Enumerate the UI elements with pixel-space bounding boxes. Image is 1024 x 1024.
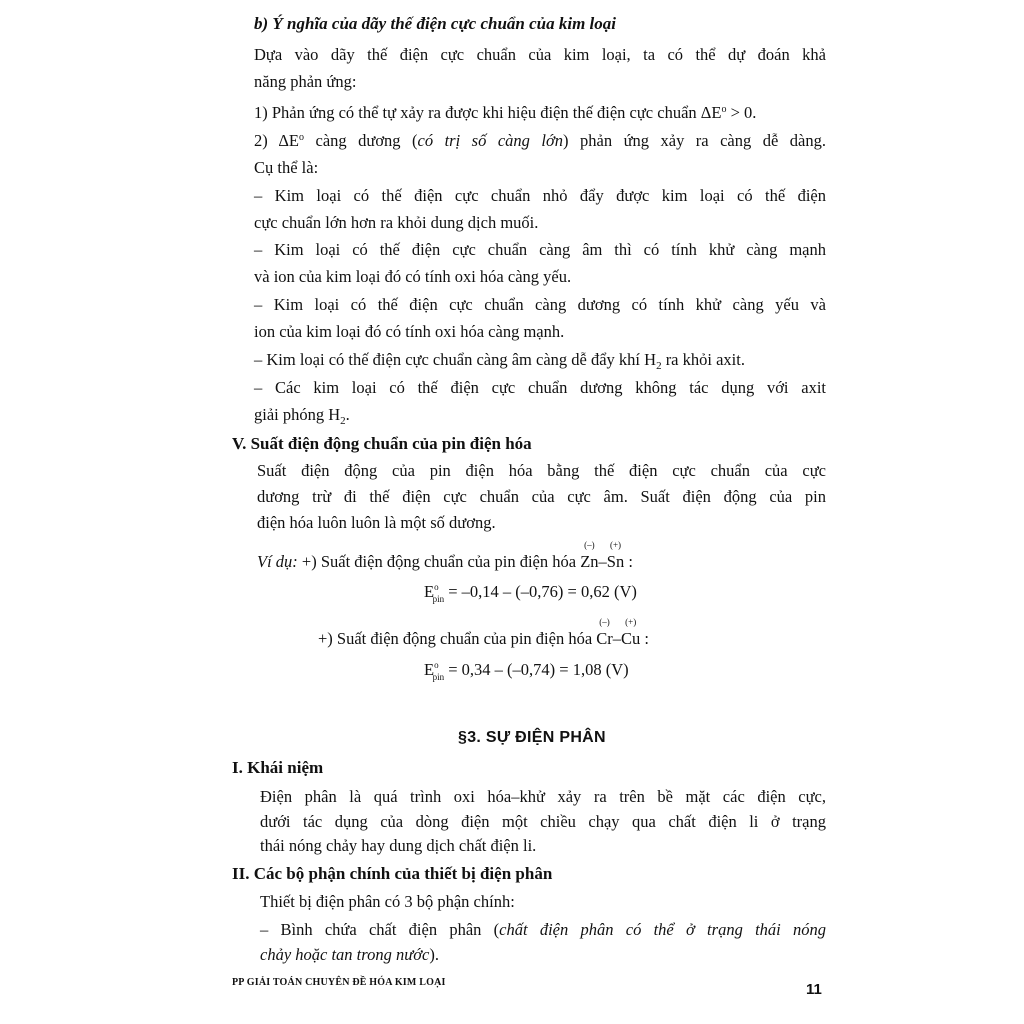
anode-cr: (–) Cr [596, 617, 613, 648]
example-1: Ví dụ: +) Suất điện động chuẩn của pin điện hóa (–) Zn– (+) Sn : [257, 540, 633, 571]
paragraph-line: năng phản ứng: [254, 72, 357, 91]
bullet-4: – Kim loại có thế điện cực chuẩn càng âm càng dễ đẩy khí $H_2$ ra khỏi axit. [254, 350, 745, 372]
cathode-sn: (+) Sn [606, 540, 625, 571]
paragraph-line: dương trừ đi thế điện cực chuẩn của cực âm. Suất điện động của pin [257, 487, 826, 506]
cathode-cu: (+) Cu [621, 617, 641, 648]
section-i-heading: I. Khái niệm [232, 758, 324, 777]
bullet-1: – Kim loại có thế điện cực chuẩn nhỏ đẩy được kim loại có thế điện [254, 186, 826, 205]
paragraph-line: thái nóng chảy hay dung dịch chất điện li. [260, 836, 537, 855]
equation-1: $E^o_{pin} = -0,14 - (-0,76) = 0,62$ (V) [424, 582, 637, 604]
paragraph-line: Thiết bị điện phân có 3 bộ phận chính: [260, 892, 515, 911]
list-item-2: 2) $\Delta E^o$ càng dương (có trị số càng lớn) phản ứng xảy ra càng dễ dàng. [254, 131, 826, 150]
page-number: 11 [806, 981, 822, 998]
footer-book-title: PP GIẢI TOÁN CHUYÊN ĐỀ HÓA KIM LOẠI [232, 977, 446, 988]
bullet-1-cont: chảy hoặc tan trong nước). [260, 945, 439, 964]
paragraph-line: điện hóa luôn luôn là một số dương. [257, 513, 496, 532]
section-v-heading: V. Suất điện động chuẩn của pin điện hóa [232, 434, 532, 453]
section-b-heading: b) Ý nghĩa của dãy thế điện cực chuẩn của kim loại [254, 14, 616, 33]
bullet-2-cont: và ion của kim loại đó có tính oxi hóa càng yếu. [254, 267, 572, 286]
bullet-2: – Kim loại có thế điện cực chuẩn càng âm thì có tính khử càng mạnh [254, 240, 826, 259]
anode-zn: (–) Zn [580, 540, 599, 571]
bullet-1-cont: cực chuẩn lớn hơn ra khỏi dung dịch muối. [254, 213, 539, 232]
section-ii-heading: II. Các bộ phận chính của thiết bị điện phân [232, 864, 553, 883]
paragraph-line: Suất điện động của pin điện hóa bằng thế điện cực chuẩn của cực [257, 461, 826, 480]
bullet-5: – Các kim loại có thế điện cực chuẩn dương không tác dụng với axit [254, 378, 826, 397]
paragraph-line: Cụ thể là: [254, 158, 319, 177]
paragraph-line: dưới tác dụng của dòng điện một chiều chạy qua chất điện li ở trạng [260, 812, 826, 831]
bullet-3: – Kim loại có thế điện cực chuẩn càng dương có tính khử càng yếu và [254, 295, 826, 314]
bullet-3-cont: ion của kim loại đó có tính oxi hóa càng mạnh. [254, 322, 565, 341]
bullet-5-cont: giải phóng $H_2$. [254, 405, 350, 427]
list-item-1: 1) Phản ứng có thể tự xảy ra được khi hiệu điện thế điện cực chuẩn $\Delta E^o > 0$. [254, 103, 757, 122]
example-2: +) Suất điện động chuẩn của pin điện hóa (–) Cr– (+) Cu : [318, 617, 650, 648]
paragraph-line: Điện phân là quá trình oxi hóa–khử xảy ra trên bề mặt các điện cực, [260, 787, 826, 806]
paragraph-line: Dựa vào dãy thế điện cực chuẩn của kim loại, ta có thể dự đoán khả [254, 45, 826, 64]
bullet-1: – Bình chứa chất điện phân (chất điện phân có thể ở trạng thái nóng [260, 920, 826, 939]
equation-2: $E^o_{pin} = 0,34 - (-0,74) = 1,08$ (V) [424, 660, 629, 682]
chapter-title: §3. SỰ ĐIỆN PHÂN [458, 729, 606, 746]
